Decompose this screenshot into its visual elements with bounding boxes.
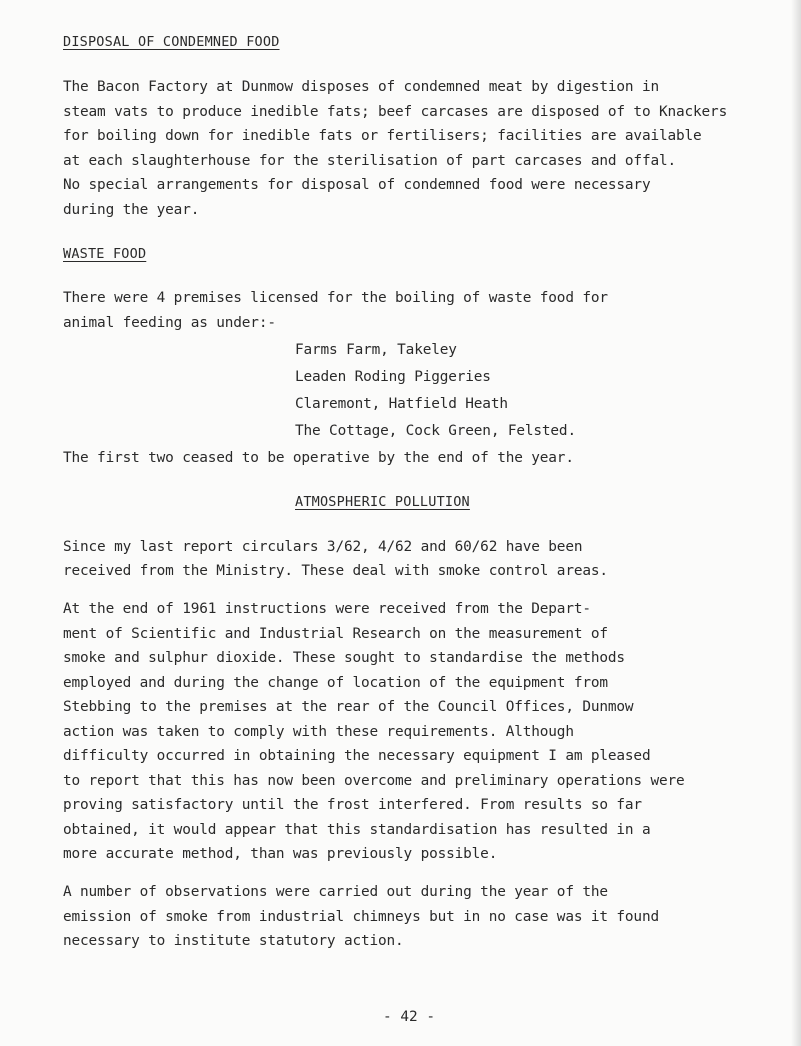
heading-atmospheric-pollution: ATMOSPHERIC POLLUTION <box>295 494 470 510</box>
premises-item: Farms Farm, Takeley <box>295 342 457 358</box>
paragraph-line: Since my last report circulars 3/62, 4/62 and 60/62 have been <box>63 539 583 555</box>
paragraph-line: proving satisfactory until the frost interfered. From results so far <box>63 797 642 813</box>
paragraph-line: steam vats to produce inedible fats; beef carcases are disposed of to Knackers <box>63 104 728 120</box>
paragraph-line: The Bacon Factory at Dunmow disposes of condemned meat by digestion in <box>63 79 659 95</box>
paragraph-line: There were 4 premises licensed for the boiling of waste food for <box>63 290 608 306</box>
paragraph-line: ment of Scientific and Industrial Research on the measurement of <box>63 626 608 642</box>
paragraph-line: The first two ceased to be operative by the end of the year. <box>63 450 574 466</box>
paragraph-line: action was taken to comply with these requirements. Although <box>63 724 574 740</box>
heading-waste-food: WASTE FOOD <box>63 246 147 262</box>
paragraph-line: received from the Ministry. These deal with smoke control areas. <box>63 563 608 579</box>
paragraph-line: to report that this has now been overcome and preliminary operations were <box>63 773 685 789</box>
heading-disposal-condemned-food: DISPOSAL OF CONDEMNED FOOD <box>63 34 280 50</box>
paragraph-line: A number of observations were carried out during the year of the <box>63 884 608 900</box>
paragraph-line: smoke and sulphur dioxide. These sought to standardise the methods <box>63 650 625 666</box>
premises-item: Claremont, Hatfield Heath <box>295 396 508 412</box>
paragraph-line: animal feeding as under:- <box>63 315 276 331</box>
page-number: - 42 - <box>383 1009 435 1025</box>
paragraph-line: employed and during the change of location of the equipment from <box>63 675 608 691</box>
paragraph-line: Stebbing to the premises at the rear of the Council Offices, Dunmow <box>63 699 634 715</box>
paragraph-line: necessary to institute statutory action. <box>63 933 404 949</box>
paragraph-line: at each slaughterhouse for the sterilisation of part carcases and offal. <box>63 153 677 169</box>
paragraph-line: emission of smoke from industrial chimneys but in no case was it found <box>63 909 659 925</box>
paragraph-line: At the end of 1961 instructions were received from the Depart- <box>63 601 591 617</box>
paragraph-line: No special arrangements for disposal of condemned food were necessary <box>63 177 651 193</box>
paragraph-line: difficulty occurred in obtaining the necessary equipment I am pleased <box>63 748 651 764</box>
paragraph-line: more accurate method, than was previously possible. <box>63 846 498 862</box>
premises-item: The Cottage, Cock Green, Felsted. <box>295 423 576 439</box>
paragraph-line: obtained, it would appear that this standardisation has resulted in a <box>63 822 651 838</box>
page-edge-shadow <box>791 0 801 1046</box>
paragraph-line: during the year. <box>63 202 200 218</box>
premises-item: Leaden Roding Piggeries <box>295 369 491 385</box>
paragraph-line: for boiling down for inedible fats or fertilisers; facilities are available <box>63 128 702 144</box>
